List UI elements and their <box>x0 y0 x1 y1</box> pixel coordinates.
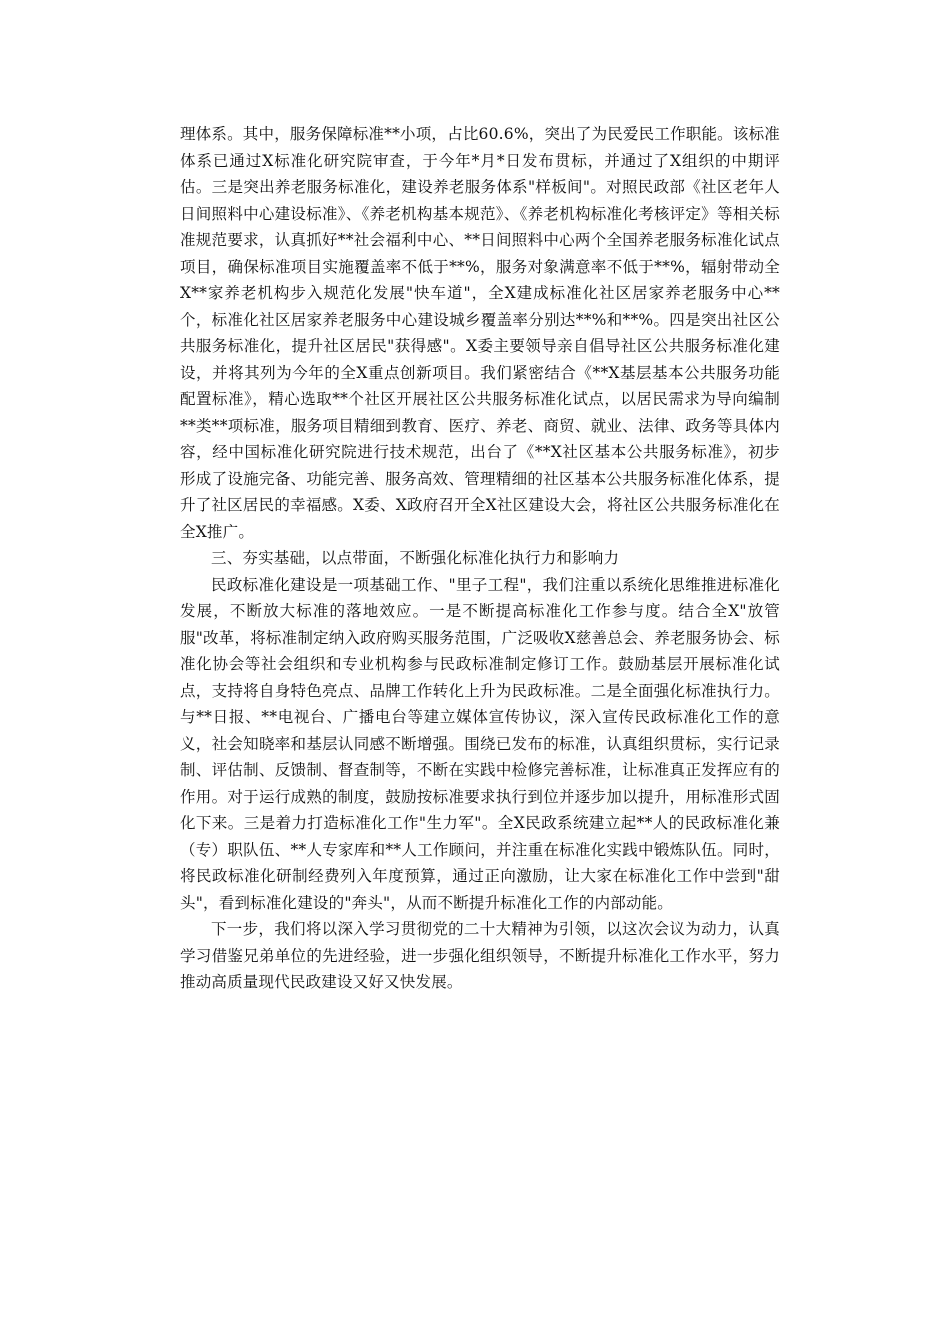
section-three-heading: 三、夯实基础，以点带面，不断强化标准化执行力和影响力 <box>211 549 620 567</box>
paragraph-section-three-body: 民政标准化建设是一项基础工作、"里子工程"，我们注重以系统化思维推进标准化发展，不断放大标准的落地效应。一是不断提高标准化工作参与度。结合全X"放管服"改革，将标准制定纳入政府购买服务范围，广泛吸收X慈善总会、养老服务协会、标准化协会等社会组织和专业机构参与民政标准制定修订工作。鼓励基层开展标准化试点，支持将自身特色亮点、品牌工作转化上升为民政标准。二是全面强化标准执行力。与**日报、**电视台、广播电台等建立媒体宣传协议，深入宣传民政标准化工作的意义，社会知晓率和基层认同感不断增强。围绕已发布的标准，认真组织贯标，实行记录制、评估制、反馈制、督查制等，不断在实践中检修完善标准，让标准真正发挥应有的作用。对于运行成熟的制度，鼓励按标准要求执行到位并逐步加以提升，用标准形式固化下来。三是着力打造标准化工作"生力军"。全X民政系统建立起**人的民政标准化兼（专）职队伍、**人专家库和**人工作顾问，并注重在标准化实践中锻炼队伍。同时，将民政标准化研制经费列入年度预算，通过正向激励，让大家在标准化工作中尝到"甜头"，看到标准化建设的"奔头"，从而不断提升标准化工作的内部动能。 <box>180 575 780 912</box>
paragraph-next-steps: 下一步，我们将以深入学习贯彻党的二十大精神为引领，以这次会议为动力，认真学习借鉴兄弟单位的先进经验，进一步强化组织领导，不断提升标准化工作水平，努力推动高质量现代民政建设又好又快发展。 <box>180 920 780 991</box>
document-body <box>180 121 780 996</box>
paragraph-continued-section-two: 理体系。其中，服务保障标准**小项，占比60.6%，突出了为民爱民工作职能。该标准体系已通过X标准化研究院审查，于今年*月*日发布贯标，并通过了X组织的中期评估。三是突出养老服务标准化，建设养老服务体系"样板间"。对照民政部《社区老年人日间照料中心建设标准》、《养老机构基本规范》、《养老机构标准化考核评定》等相关标准规范要求，认真抓好**社会福利中心、**日间照料中心两个全国养老服务标准化试点项目，确保标准项目实施覆盖率不低于**%，服务对象满意率不低于**%，辐射带动全X**家养老机构步入规范化发展"快车道"，全X建成标准化社区居家养老服务中心**个，标准化社区居家养老服务中心建设城乡覆盖率分别达**%和**%。四是突出社区公共服务标准化，提升社区居民"获得感"。X委主要领导亲自倡导社区公共服务标准化建设，并将其列为今年的全X重点创新项目。我们紧密结合《**X基层基本公共服务功能配置标准》，精心选取**个社区开展社区公共服务标准化试点，以居民需求为导向编制**类**项标准，服务项目精细到教育、医疗、养老、商贸、就业、法律、政务等具体内容，经中国标准化研究院进行技术规范，出台了《**X社区基本公共服务标准》，初步形成了设施完备、功能完善、服务高效、管理精细的社区基本公共服务标准化体系，提升了社区居民的幸福感。X委、X政府召开全X社区建设大会，将社区公共服务标准化在全X推广。 <box>180 125 780 541</box>
